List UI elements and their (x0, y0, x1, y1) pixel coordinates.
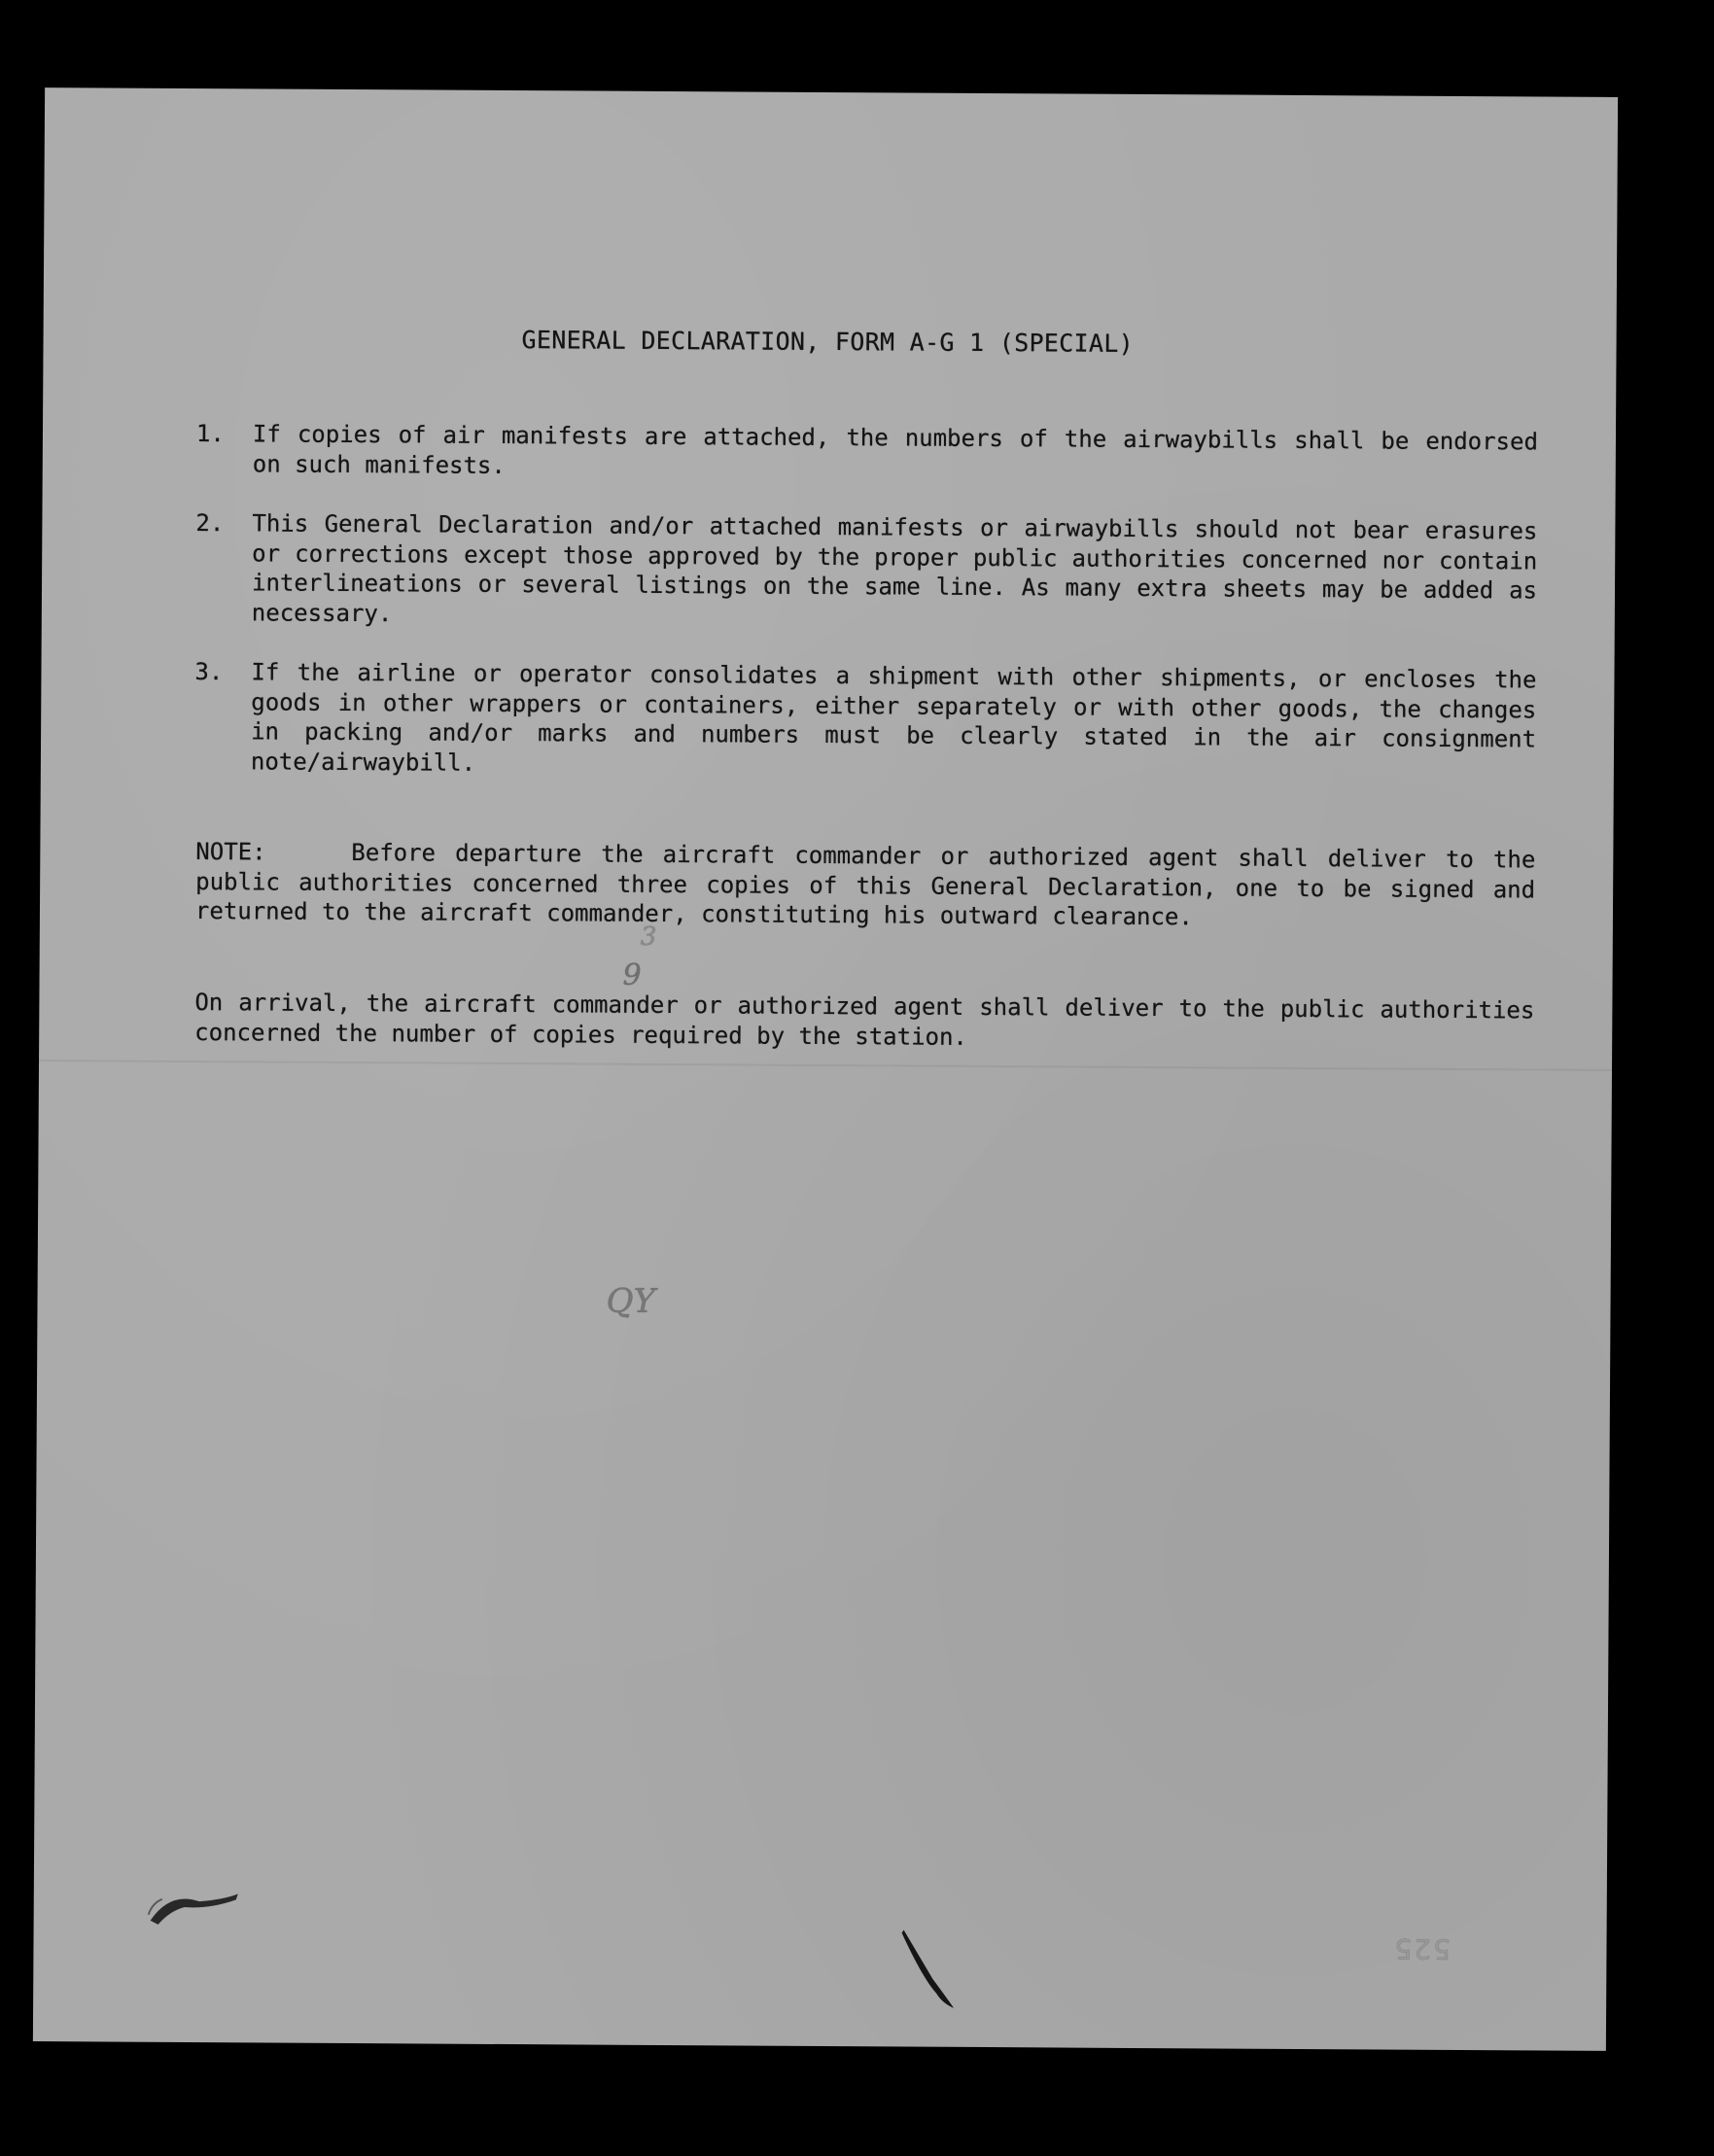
item-number: 3. (194, 658, 224, 686)
item-text: If copies of air manifests are attached, the numbers of the airwaybills shall be endorsed on such manifests. (252, 420, 1539, 479)
instruction-item-3 (194, 657, 1537, 777)
scanned-page (33, 87, 1618, 2051)
note-label: NOTE: (195, 838, 266, 866)
item-number: 2. (195, 509, 225, 538)
handwritten-mark: 9 (622, 957, 642, 992)
item-text: This General Declaration and/or attached manifests or airwaybills should not bear erasures or corrections except those approved by the proper public authorities concerned nor contain interlineations or several listings on the same line. As many extra sheets may be added as necessary. (251, 509, 1538, 627)
faint-reference-number: 525 (1392, 1932, 1452, 1965)
document-body (33, 87, 1618, 2051)
item-number: 1. (195, 420, 225, 448)
handwritten-mark: QY (606, 1281, 655, 1321)
item-text: If the airline or operator consolidates a shipment with other shipments, or encloses the goods in other wrappers or containers, either separately or with other goods, the changes in packing and/or marks and numbers must be clearly stated in the air consignment note/airwaybill. (250, 658, 1537, 777)
arrival-note: On arrival, the aircraft commander or authorized agent shall deliver to the public authorities concerned the number of copies required by the station. (194, 989, 1535, 1051)
ink-smudge (141, 1882, 248, 1931)
note-text: Before departure the aircraft commander or authorized agent shall deliver to the public authorities concerned three copies of this General Declaration, one to be signed and returned to the aircraft commander, constituting his outward clearance. (194, 839, 1536, 931)
handwritten-mark: 3 (640, 922, 657, 952)
instruction-item-1 (195, 419, 1539, 479)
instruction-item-2 (195, 508, 1538, 627)
document-title: GENERAL DECLARATION, FORM A-G 1 (SPECIAL) (521, 326, 1135, 358)
departure-note (195, 837, 1536, 934)
ink-smudge (893, 1925, 972, 2012)
